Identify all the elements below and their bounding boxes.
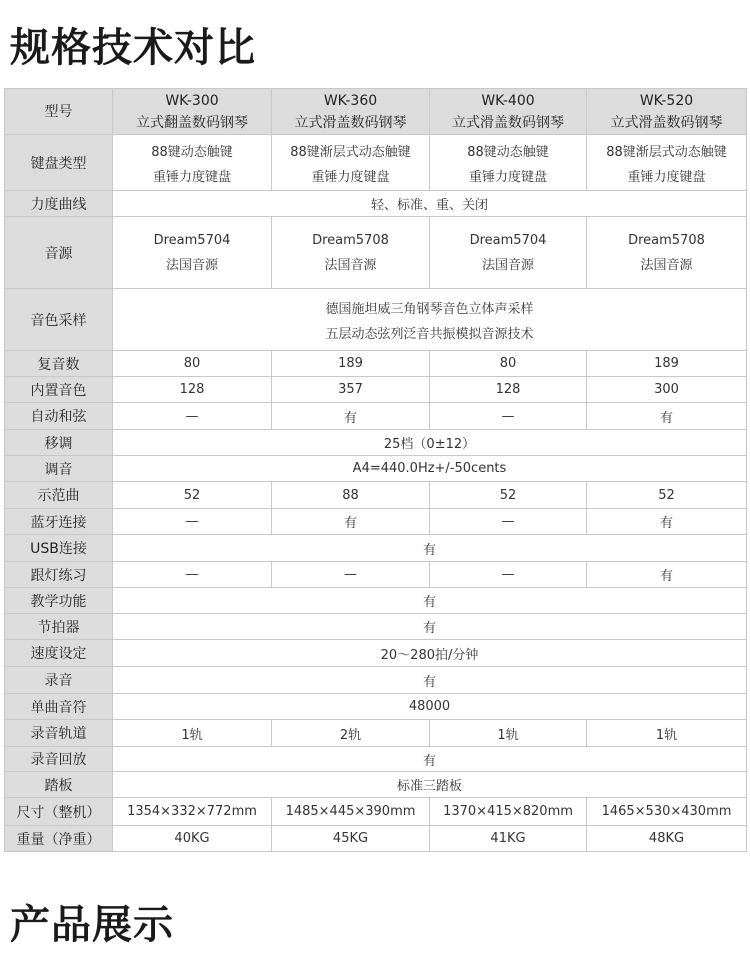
- cell-line: 1轨: [655, 727, 678, 743]
- cell-line: 300: [654, 382, 679, 397]
- table-row: [5, 640, 747, 667]
- value-cell: [430, 403, 587, 430]
- value-cell: [113, 482, 272, 509]
- value-cell: [272, 509, 430, 535]
- table-row: [5, 217, 747, 289]
- cell-line: 有: [659, 516, 673, 531]
- value-cell: [113, 351, 272, 377]
- row-label: 尺寸（整机）: [5, 798, 113, 826]
- table-row: [5, 430, 747, 456]
- cell-line: 48KG: [648, 831, 685, 846]
- row-label: 音色采样: [5, 289, 113, 351]
- cell-line: 52: [499, 487, 517, 503]
- row-label: 自动和弦: [5, 403, 113, 430]
- cell-line: 2轨: [339, 727, 362, 743]
- row-label: 跟灯练习: [5, 562, 113, 588]
- cell-line: 41KG: [490, 831, 526, 846]
- value-cell: [430, 720, 587, 747]
- cell-line: —: [344, 567, 357, 582]
- model-name: 立式滑盖数码钢琴: [452, 114, 564, 131]
- merged-value-cell: [113, 694, 747, 720]
- cell-line: 法国音源: [481, 257, 534, 273]
- table-row: [5, 694, 747, 720]
- header-model: [113, 89, 272, 135]
- cell-line: 有: [422, 674, 436, 690]
- cell-line: 20～280拍/分钟: [380, 647, 479, 663]
- cell-line: 1370×415×820mm: [443, 804, 573, 819]
- model-code: WK-520: [639, 92, 694, 109]
- cell-line: 重锤力度键盘: [468, 169, 547, 185]
- cell-line: 有: [422, 621, 436, 636]
- merged-value-cell: [113, 667, 747, 694]
- value-cell: [430, 135, 587, 191]
- cell-line: 88键渐层式动态触键: [606, 144, 727, 160]
- value-cell: [272, 826, 430, 852]
- page-title: 规格技术对比: [10, 25, 256, 71]
- cell-line: 80: [499, 356, 517, 371]
- model-code: WK-360: [323, 92, 378, 109]
- cell-line: 法国音源: [324, 257, 377, 273]
- value-cell: [587, 826, 747, 852]
- cell-line: 重锤力度键盘: [152, 169, 231, 185]
- value-cell: [430, 351, 587, 377]
- cell-line: Dream5704: [153, 232, 231, 248]
- cell-line: 重锤力度键盘: [311, 169, 390, 185]
- row-label: 单曲音符: [5, 694, 113, 720]
- row-label: 移调: [5, 430, 113, 456]
- value-cell: [272, 217, 430, 289]
- cell-line: 有: [343, 516, 357, 531]
- cell-line: —: [501, 567, 515, 582]
- row-label: 键盘类型: [5, 135, 113, 191]
- cell-line: 48000: [408, 699, 451, 714]
- header-label: 型号: [5, 89, 113, 135]
- cell-line: —: [185, 567, 199, 582]
- table-row: [5, 798, 747, 826]
- cell-line: 1465×530×430mm: [601, 804, 732, 819]
- value-cell: [430, 482, 587, 509]
- value-cell: [113, 720, 272, 747]
- cell-line: 1轨: [181, 727, 203, 743]
- value-cell: [272, 377, 430, 403]
- value-cell: [113, 562, 272, 588]
- cell-line: 法国音源: [640, 257, 693, 273]
- row-label: 教学功能: [5, 588, 113, 614]
- value-cell: [587, 798, 747, 826]
- value-cell: [587, 720, 747, 747]
- table-row: [5, 403, 747, 430]
- row-label: 录音轨道: [5, 720, 113, 747]
- cell-line: Dream5704: [469, 232, 547, 248]
- value-cell: [430, 377, 587, 403]
- model-code: WK-300: [165, 92, 219, 109]
- cell-line: 88: [342, 487, 359, 503]
- value-cell: [272, 482, 430, 509]
- cell-line: Dream5708: [628, 232, 705, 248]
- cell-line: A4=440.0Hz+/-50cents: [352, 461, 507, 476]
- value-cell: [430, 562, 587, 588]
- row-label: 踏板: [5, 772, 113, 798]
- row-label: 蓝牙连接: [5, 509, 113, 535]
- cell-line: 189: [338, 356, 363, 371]
- value-cell: [113, 403, 272, 430]
- row-label: 节拍器: [5, 614, 113, 640]
- merged-value-cell: [113, 772, 747, 798]
- cell-line: 88键动态触键: [151, 144, 233, 160]
- value-cell: [587, 509, 747, 535]
- row-label: 音源: [5, 217, 113, 289]
- table-row: [5, 588, 747, 614]
- merged-value-cell: [113, 588, 747, 614]
- cell-line: 标准三踏板: [396, 779, 462, 794]
- cell-line: 有: [422, 542, 436, 558]
- value-cell: [430, 826, 587, 852]
- row-label: 重量（净重）: [5, 826, 113, 852]
- table-row: [5, 667, 747, 694]
- model-name: 立式滑盖数码钢琴: [294, 114, 407, 131]
- value-cell: [113, 377, 272, 403]
- merged-value-cell: [113, 747, 747, 772]
- table-body: [5, 135, 747, 852]
- table-row: [5, 351, 747, 377]
- table-row: [5, 562, 747, 588]
- value-cell: [430, 798, 587, 826]
- cell-line: 52: [658, 487, 675, 503]
- row-label: 内置音色: [5, 377, 113, 403]
- header-model: [430, 89, 587, 135]
- header-model: [272, 89, 430, 135]
- cell-line: 189: [654, 356, 679, 371]
- cell-line: 128: [495, 382, 521, 397]
- merged-value-cell: [113, 614, 747, 640]
- cell-line: 40KG: [174, 831, 210, 846]
- cell-line: 25档（0±12）: [383, 437, 476, 452]
- row-label: 录音: [5, 667, 113, 694]
- cell-line: 重锤力度键盘: [627, 169, 706, 185]
- table-row: [5, 509, 747, 535]
- table-row: [5, 747, 747, 772]
- value-cell: [272, 135, 430, 191]
- value-cell: [430, 509, 587, 535]
- cell-line: 轻、标准、重、关闭: [370, 198, 488, 213]
- table-row: [5, 826, 747, 852]
- value-cell: [587, 403, 747, 430]
- table-row: [5, 720, 747, 747]
- cell-line: —: [185, 408, 199, 424]
- cell-line: 357: [338, 382, 363, 397]
- cell-line: 五层动态弦列泛音共振模拟音源技术: [325, 326, 534, 342]
- spec-comparison-table: [4, 88, 747, 852]
- row-label: 复音数: [5, 351, 113, 377]
- value-cell: [272, 562, 430, 588]
- table-row: [5, 191, 747, 217]
- merged-value-cell: [113, 535, 747, 562]
- cell-line: 45KG: [332, 831, 369, 846]
- value-cell: [272, 351, 430, 377]
- table-row: [5, 482, 747, 509]
- model-name: 立式滑盖数码钢琴: [610, 114, 723, 131]
- cell-line: 88键渐层式动态触键: [290, 144, 411, 160]
- merged-value-cell: [113, 289, 747, 351]
- table-row: [5, 377, 747, 403]
- cell-line: 1轨: [497, 727, 519, 743]
- table-row: [5, 456, 747, 482]
- cell-line: 88键动态触键: [467, 144, 549, 160]
- table-row: [5, 614, 747, 640]
- value-cell: [272, 403, 430, 430]
- value-cell: [587, 135, 747, 191]
- cell-line: 1485×445×390mm: [285, 804, 416, 819]
- value-cell: [113, 509, 272, 535]
- model-code: WK-400: [481, 92, 535, 109]
- cell-line: 有: [659, 410, 673, 426]
- cell-line: —: [501, 408, 515, 424]
- header-model: [587, 89, 747, 135]
- merged-value-cell: [113, 456, 747, 482]
- row-label: 示范曲: [5, 482, 113, 509]
- cell-line: 52: [183, 487, 201, 503]
- value-cell: [587, 351, 747, 377]
- cell-line: 法国音源: [165, 257, 218, 273]
- cell-line: 128: [179, 382, 205, 397]
- table-row: [5, 135, 747, 191]
- cell-line: Dream5708: [312, 232, 389, 248]
- value-cell: [272, 798, 430, 826]
- cell-line: 有: [343, 410, 357, 426]
- value-cell: [587, 217, 747, 289]
- value-cell: [587, 562, 747, 588]
- value-cell: [587, 377, 747, 403]
- value-cell: [113, 217, 272, 289]
- table-row: [5, 289, 747, 351]
- cell-line: —: [185, 514, 199, 529]
- value-cell: [587, 482, 747, 509]
- cell-line: 有: [422, 753, 436, 769]
- section-title: 产品展示: [10, 902, 174, 948]
- model-name: 立式翻盖数码钢琴: [136, 114, 248, 131]
- row-label: 力度曲线: [5, 191, 113, 217]
- row-label: 速度设定: [5, 640, 113, 667]
- table-row: [5, 772, 747, 798]
- value-cell: [113, 826, 272, 852]
- merged-value-cell: [113, 640, 747, 667]
- value-cell: [113, 798, 272, 826]
- cell-line: 德国施坦威三角钢琴音色立体声采样: [325, 301, 534, 317]
- table-header-row: [5, 89, 747, 135]
- value-cell: [272, 720, 430, 747]
- table-row: [5, 535, 747, 562]
- cell-line: 1354×332×772mm: [127, 804, 257, 819]
- value-cell: [113, 135, 272, 191]
- cell-line: 有: [422, 595, 436, 610]
- merged-value-cell: [113, 191, 747, 217]
- row-label: 调音: [5, 456, 113, 482]
- row-label: USB连接: [5, 535, 113, 562]
- row-label: 录音回放: [5, 747, 113, 772]
- cell-line: 有: [659, 569, 673, 584]
- merged-value-cell: [113, 430, 747, 456]
- cell-line: —: [501, 514, 515, 529]
- cell-line: 80: [183, 356, 201, 371]
- value-cell: [430, 217, 587, 289]
